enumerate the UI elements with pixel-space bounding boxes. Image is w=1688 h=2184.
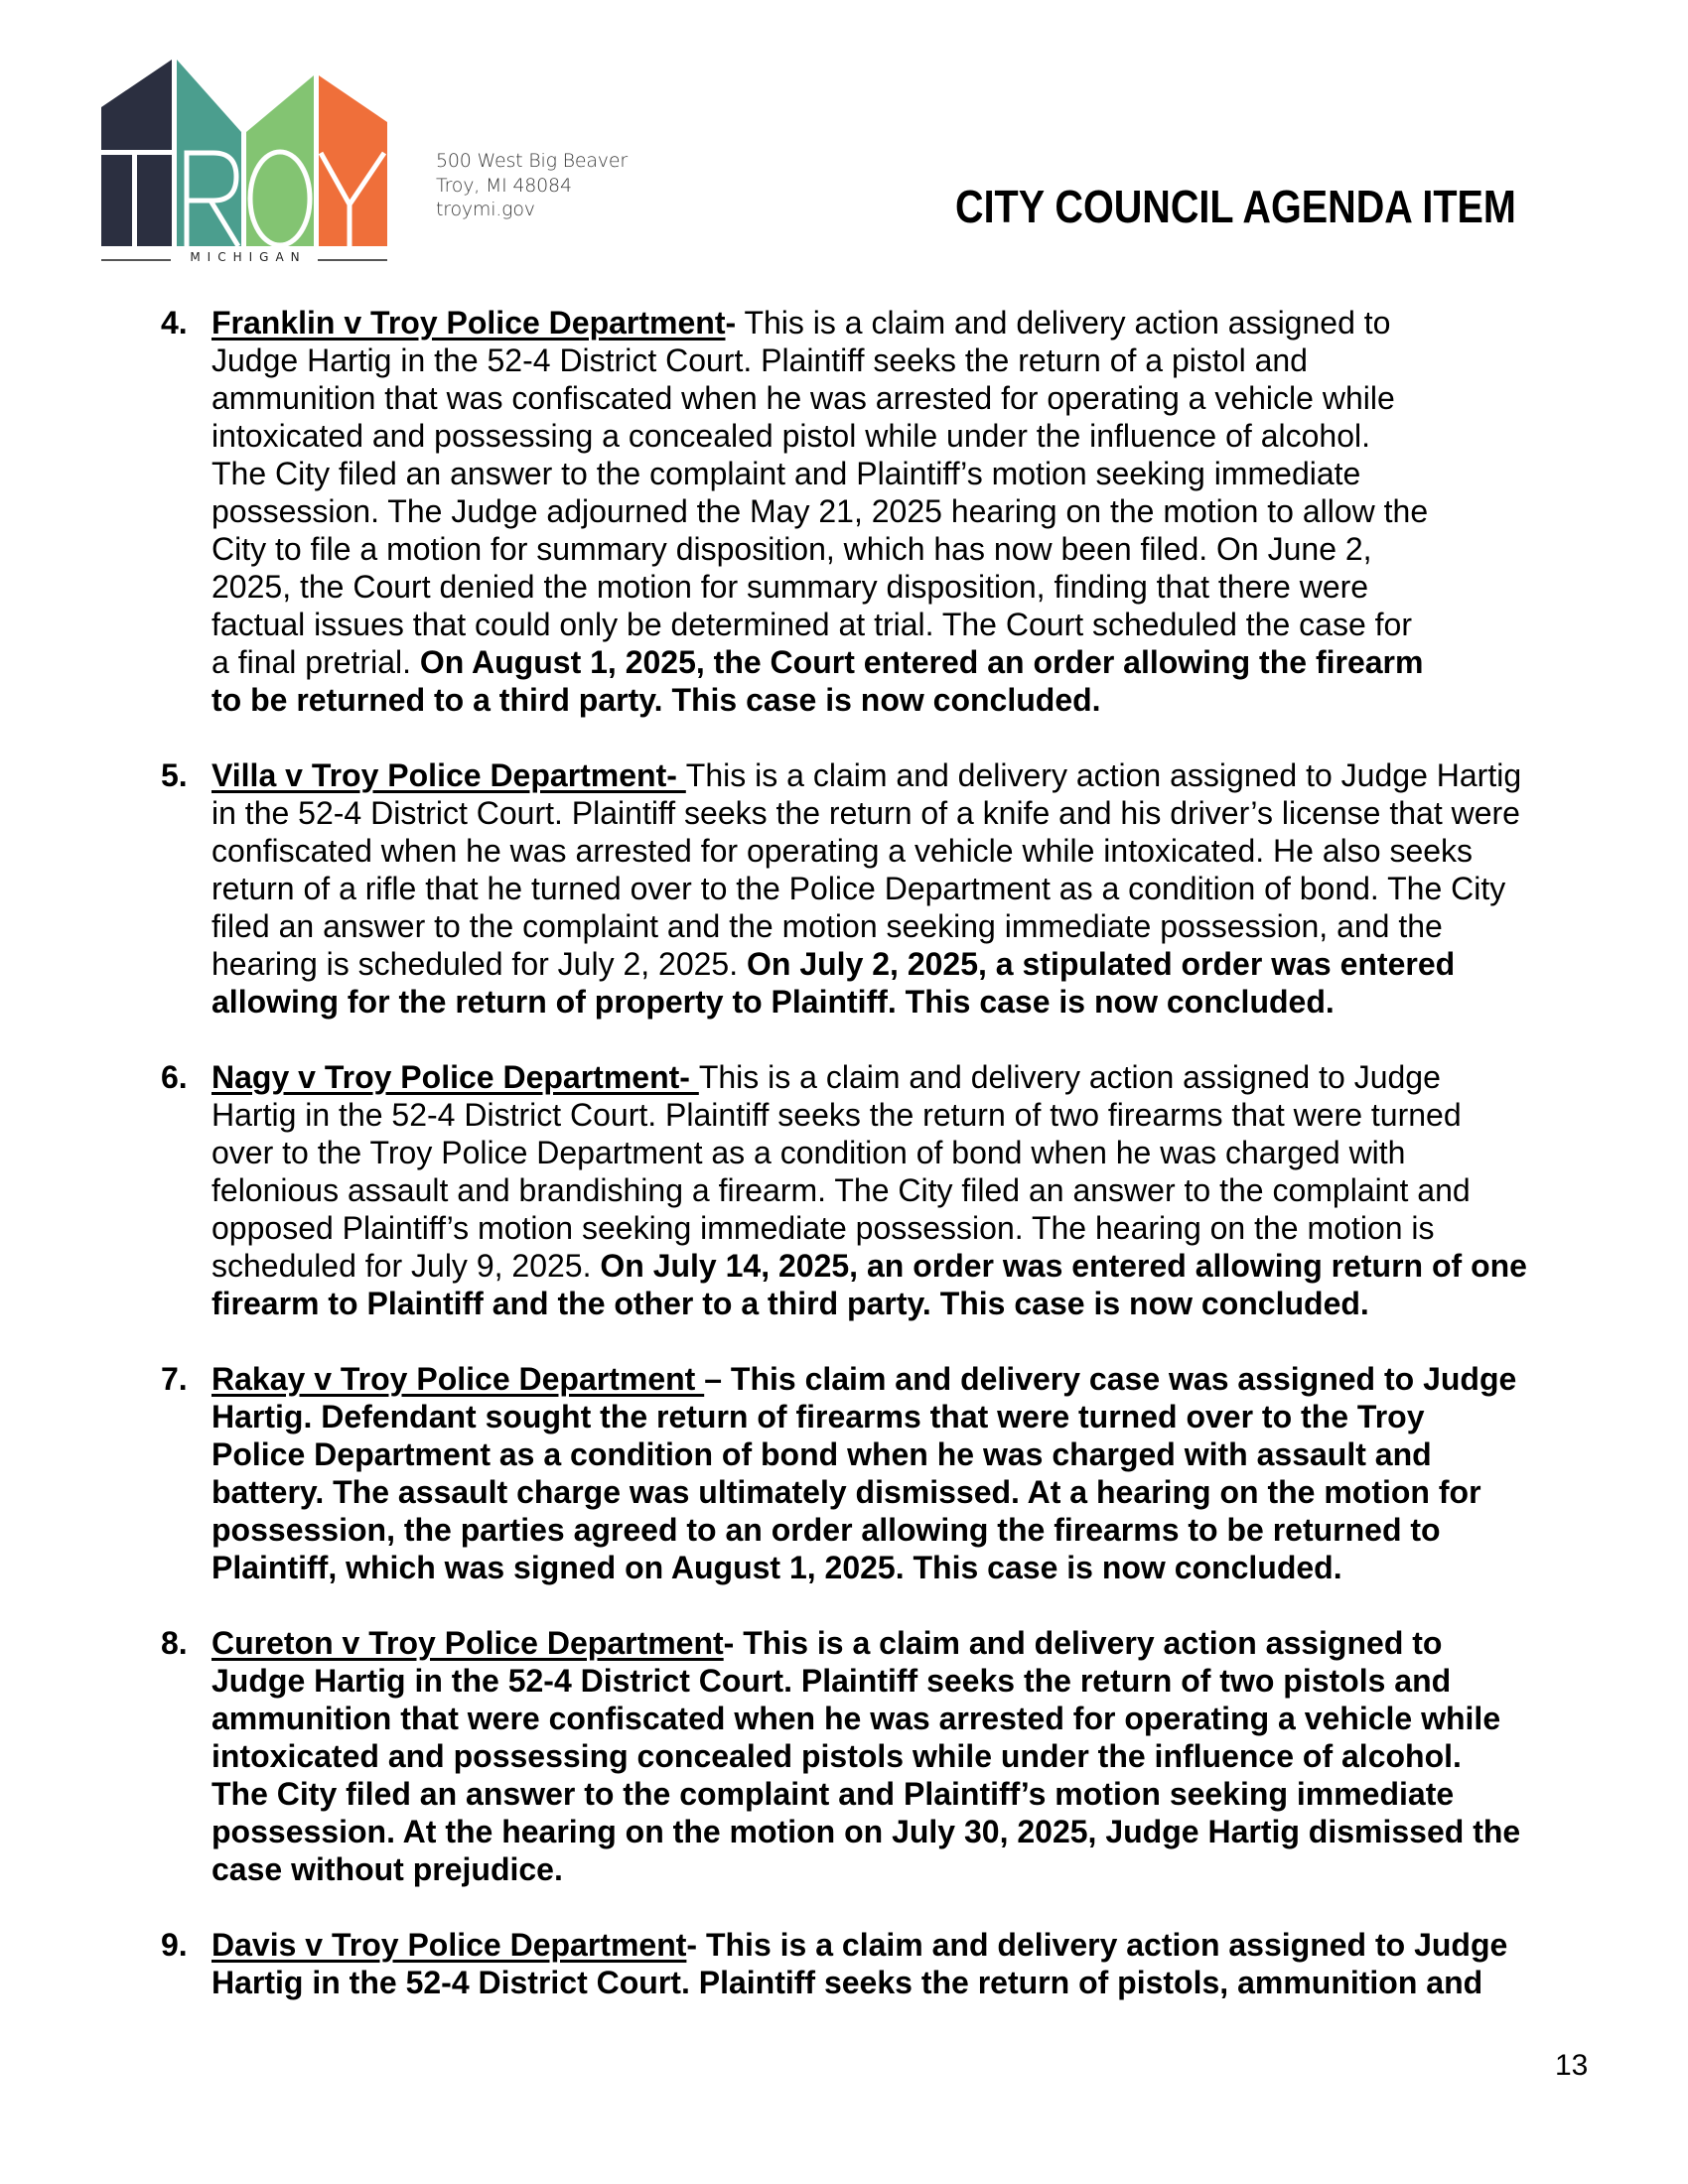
case-text: Hartig in the 52-4 District Court. Plaintiff seeks the return of pistols, ammunition and [211, 1965, 1483, 2000]
address-city: Troy, MI 48084 [436, 174, 572, 197]
case-text-line [211, 455, 1630, 492]
case-text-line [211, 1435, 1630, 1473]
case-number: 7. [161, 1361, 188, 1397]
case-title: Villa v Troy Police Department- [211, 757, 686, 793]
case-text: possession. At the hearing on the motion on July 30, 2025, Judge Hartig dismissed the [211, 1814, 1521, 1849]
case-text-line [211, 1398, 1630, 1435]
case-text-line [211, 1360, 1630, 1398]
case-text: The City filed an answer to the complaint and Plaintiff’s motion seeking immediate [211, 1776, 1455, 1812]
case-text: On July 2, 2025, a stipulated order was entered [747, 946, 1456, 982]
case-text-line [211, 417, 1630, 455]
case-text: On July 14, 2025, an order was entered allowing return of one [600, 1248, 1527, 1284]
case-text: battery. The assault charge was ultimately dismissed. At a hearing on the motion for [211, 1474, 1481, 1510]
case-text-line [211, 907, 1630, 945]
case-text: Police Department as a condition of bond when he was charged with assault and [211, 1436, 1432, 1472]
case-text: City to file a motion for summary disposition, which has now been filed. On June 2, [211, 531, 1372, 567]
case-text: On August 1, 2025, the Court entered an order allowing the firearm [419, 644, 1424, 680]
case-number: 5. [161, 757, 188, 793]
case-text-line [211, 1285, 1630, 1322]
case-text-line [211, 379, 1630, 417]
case-number: 8. [161, 1625, 188, 1661]
case-text-line [211, 1549, 1630, 1586]
case-text: felonious assault and brandishing a firearm. The City filed an answer to the complaint and [211, 1172, 1471, 1208]
case-text-line [211, 606, 1630, 643]
case-text-line [211, 341, 1630, 379]
logo-subtitle: MICHIGAN [190, 250, 307, 264]
case-text-line [211, 1775, 1630, 1813]
case-text: Judge Hartig in the 52-4 District Court. Plaintiff seeks the return of a pistol and [211, 342, 1308, 378]
case-text-line [211, 1737, 1630, 1775]
case-text-line [211, 568, 1630, 606]
case-text-line [211, 1096, 1630, 1134]
case-text-line [211, 304, 1630, 341]
case-text-line [211, 492, 1630, 530]
case-text-line [211, 870, 1630, 907]
case-number: 4. [161, 305, 188, 341]
case-text-line [211, 832, 1630, 870]
case-text: This is a claim and delivery action assigned to Judge Hartig [685, 757, 1522, 793]
page-title: CITY COUNCIL AGENDA ITEM [955, 181, 1516, 232]
case-text: 2025, the Court denied the motion for summary disposition, finding that there were [211, 569, 1369, 605]
case-item [161, 1058, 1630, 1322]
case-text: case without prejudice. [211, 1851, 563, 1887]
case-text: This is a claim and delivery action assigned to Judge [698, 1059, 1441, 1095]
case-text: Judge Hartig in the 52-4 District Court. Plaintiff seeks the return of two pistols and [211, 1663, 1452, 1699]
case-number: 6. [161, 1059, 188, 1095]
case-number: 9. [161, 1927, 188, 1963]
city-address [436, 149, 628, 222]
case-text-line [211, 1662, 1630, 1700]
case-text-line [211, 1624, 1630, 1662]
case-text: - This is a claim and delivery action assigned to [723, 1625, 1443, 1661]
case-text: filed an answer to the complaint and the motion seeking immediate possession, and the [211, 908, 1443, 944]
troy-logo-icon [99, 58, 409, 271]
case-text: Hartig. Defendant sought the return of firearms that were turned over to the Troy [211, 1399, 1425, 1434]
case-text: – This claim and delivery case was assigned to Judge [704, 1361, 1517, 1397]
case-text: a final pretrial. [211, 644, 420, 680]
case-title: Franklin v Troy Police Department [211, 305, 726, 341]
case-text-line [211, 983, 1630, 1021]
case-text: opposed Plaintiff’s motion seeking immediate possession. The hearing on the motion is [211, 1210, 1435, 1246]
case-text-line [211, 1209, 1630, 1247]
page-number: 13 [1555, 2049, 1589, 2082]
case-text-line [211, 1700, 1630, 1737]
case-list [161, 304, 1630, 2039]
case-text-line [211, 681, 1630, 719]
case-text-line [211, 1926, 1630, 1964]
website-link: troymi.gov [436, 199, 535, 220]
case-text-line [211, 1813, 1630, 1850]
case-item [161, 1926, 1630, 2001]
case-text: factual issues that could only be determined at trial. The Court scheduled the case for [211, 607, 1412, 642]
case-text: confiscated when he was arrested for operating a vehicle while intoxicated. He also seeks [211, 833, 1474, 869]
case-text-line [211, 530, 1630, 568]
case-text: to be returned to a third party. This case is now concluded. [211, 682, 1101, 718]
case-item [161, 756, 1630, 1021]
case-text: possession, the parties agreed to an order allowing the firearms to be returned to [211, 1512, 1441, 1548]
case-text: - This is a claim and delivery action assigned to Judge [686, 1927, 1508, 1963]
case-text: Plaintiff, which was signed on August 1, 2025. This case is now concluded. [211, 1550, 1342, 1585]
case-text: intoxicated and possessing a concealed pistol while under the influence of alcohol. [211, 418, 1370, 454]
case-text-line [211, 1964, 1630, 2001]
case-text-line [211, 945, 1630, 983]
case-title: Nagy v Troy Police Department- [211, 1059, 699, 1095]
case-text: hearing is scheduled for July 2, 2025. [211, 946, 747, 982]
case-text: over to the Troy Police Department as a condition of bond when he was charged with [211, 1135, 1406, 1170]
case-text: intoxicated and possessing concealed pistols while under the influence of alcohol. [211, 1738, 1462, 1774]
case-text: ammunition that were confiscated when he was arrested for operating a vehicle while [211, 1701, 1501, 1736]
case-text: Hartig in the 52-4 District Court. Plaintiff seeks the return of two firearms that were turned [211, 1097, 1462, 1133]
case-text: in the 52-4 District Court. Plaintiff seeks the return of a knife and his driver’s license that were [211, 795, 1520, 831]
case-text-line [211, 794, 1630, 832]
troy-michigan-logo [99, 58, 409, 271]
case-text-line [211, 1850, 1630, 1888]
case-text: firearm to Plaintiff and the other to a third party. This case is now concluded. [211, 1286, 1369, 1321]
case-title: Davis v Troy Police Department [211, 1927, 687, 1963]
case-text-line [211, 1473, 1630, 1511]
case-text: The City filed an answer to the complaint and Plaintiff’s motion seeking immediate [211, 456, 1361, 491]
case-text-line [211, 1247, 1630, 1285]
case-item [161, 1360, 1630, 1586]
case-text-line [211, 1134, 1630, 1171]
case-item [161, 1624, 1630, 1888]
case-text-line [211, 756, 1630, 794]
case-item [161, 304, 1630, 719]
case-text: scheduled for July 9, 2025. [211, 1248, 601, 1284]
case-text-line [211, 1171, 1630, 1209]
case-text-line [211, 1058, 1630, 1096]
case-text-line [211, 1511, 1630, 1549]
case-text: This is a claim and delivery action assigned to [736, 305, 1391, 341]
address-street: 500 West Big Beaver [436, 150, 628, 172]
case-text: - [725, 305, 737, 341]
case-text: ammunition that was confiscated when he was arrested for operating a vehicle while [211, 380, 1395, 416]
case-text-line [211, 643, 1630, 681]
case-text: return of a rifle that he turned over to the Police Department as a condition of bond. The City [211, 871, 1506, 906]
case-text: possession. The Judge adjourned the May 21, 2025 hearing on the motion to allow the [211, 493, 1429, 529]
case-title: Cureton v Troy Police Department [211, 1625, 724, 1661]
case-title: Rakay v Troy Police Department [211, 1361, 705, 1397]
case-text: allowing for the return of property to Plaintiff. This case is now concluded. [211, 984, 1335, 1020]
